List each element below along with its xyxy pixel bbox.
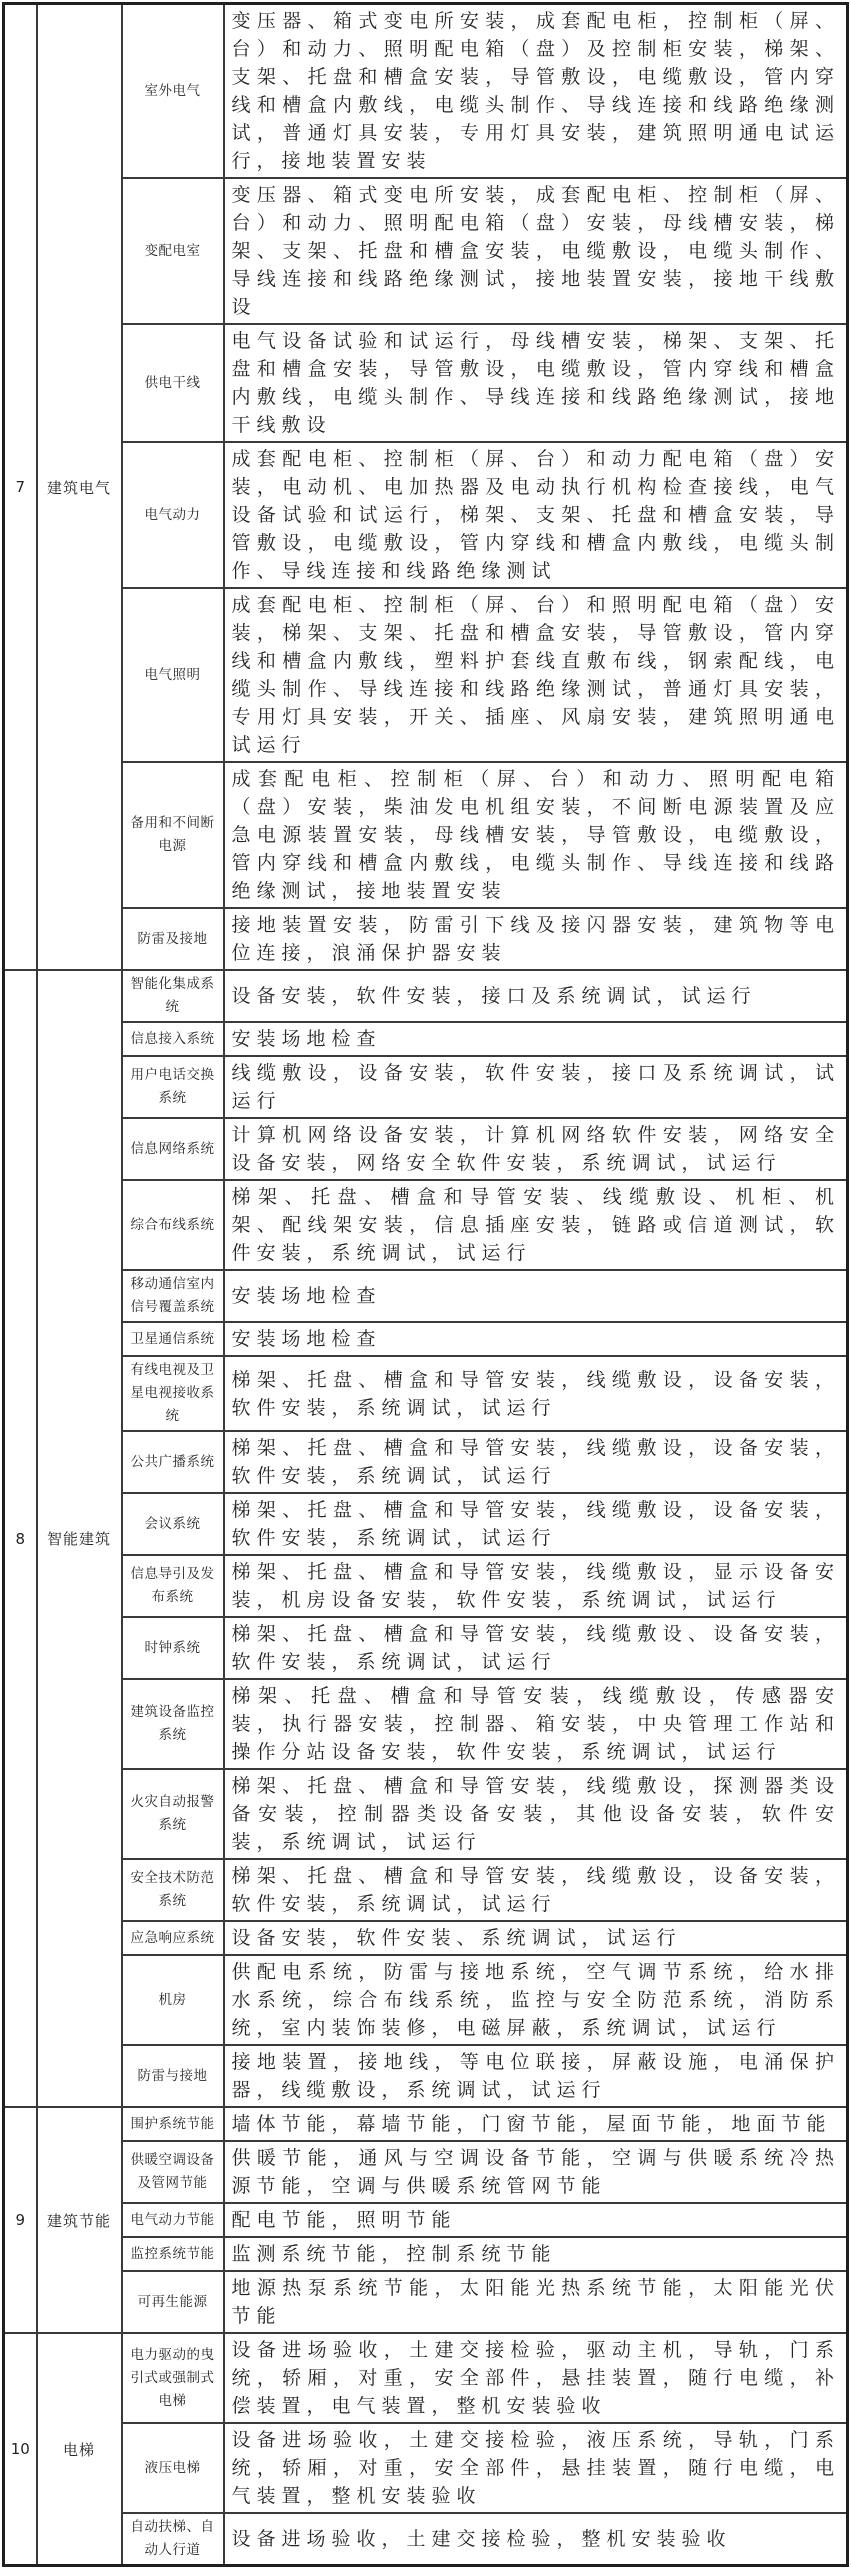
content-cell: 安装场地检查 [224, 1270, 848, 1322]
content-cell: 成套配电柜、控制柜（屏、台）和动力配电箱（盘）安装，电动机、电加热器及电动执行机构检查接线，电气设备试验和试运行，梯架、支架、托盘和槽盒安装，导管敷设，电缆敷设，管内穿线和槽盒内敷线，电缆头制作、导线连接和线路绝缘测试 [224, 442, 848, 588]
content-cell: 安装场地检查 [224, 1322, 848, 1356]
table-row [4, 1322, 848, 1356]
table-row [4, 1921, 848, 1955]
content-cell: 安装场地检查 [224, 1022, 848, 1056]
content-cell: 设备进场验收，土建交接检验，整机安装验收 [224, 2513, 848, 2566]
subcategory-cell: 供暖空调设备及管网节能 [122, 2141, 224, 2203]
content-cell: 计算机网络设备安装，计算机网络软件安装，网络安全设备安装，网络安全软件安装，系统调试，试运行 [224, 1118, 848, 1180]
subcategory-cell: 安全技术防范系统 [122, 1859, 224, 1921]
table-row [4, 2271, 848, 2333]
content-cell: 地源热泵系统节能，太阳能光热系统节能，太阳能光伏节能 [224, 2271, 848, 2333]
subcategory-cell: 应急响应系统 [122, 1921, 224, 1955]
subcategory-cell: 监控系统节能 [122, 2237, 224, 2271]
table-row [4, 970, 848, 1022]
content-cell: 设备安装，软件安装、系统调试，试运行 [224, 1921, 848, 1955]
table-row [4, 2237, 848, 2271]
subcategory-cell: 信息接入系统 [122, 1022, 224, 1056]
content-cell: 设备安装，软件安装，接口及系统调试，试运行 [224, 970, 848, 1022]
section-number: 10 [4, 2333, 37, 2566]
table-row [4, 178, 848, 324]
subcategory-cell: 围护系统节能 [122, 2107, 224, 2141]
content-cell: 成套配电柜、控制柜（屏、台）和动力、照明配电箱（盘）安装，柴油发电机组安装，不间断电源装置及应急电源装置安装，母线槽安装，导管敷设，电缆敷设，管内穿线和槽盒内敷线，电缆头制作、导线连接和线路绝缘测试，接地装置安装 [224, 762, 848, 908]
content-cell: 梯架、托盘、槽盒和导管安装，线缆敷设，显示设备安装，机房设备安装，软件安装，系统调试，试运行 [224, 1555, 848, 1617]
content-cell: 设备进场验收，土建交接检验，驱动主机，导轨，门系统，轿厢，对重，安全部件，悬挂装置，随行电缆，补偿装置，电气装置，整机安装验收 [224, 2333, 848, 2423]
content-cell: 梯架、托盘、槽盒和导管安装，线缆敷设，设备安装，软件安装，系统调试，试运行 [224, 1859, 848, 1921]
subcategory-cell: 可再生能源 [122, 2271, 224, 2333]
subcategory-cell: 电气动力 [122, 442, 224, 588]
table-row [4, 1056, 848, 1118]
subcategory-cell: 液压电梯 [122, 2423, 224, 2513]
subcategory-cell: 有线电视及卫星电视接收系统 [122, 1356, 224, 1431]
table-row [4, 1859, 848, 1921]
table-row [4, 762, 848, 908]
table-row [4, 2141, 848, 2203]
section-number: 9 [4, 2107, 37, 2333]
content-cell: 梯架、托盘、槽盒和导管安装，线缆敷设，设备安装，软件安装，系统调试，试运行 [224, 1493, 848, 1555]
section-category: 建筑节能 [37, 2107, 122, 2333]
section-number: 7 [4, 4, 37, 971]
content-cell: 变压器、箱式变电所安装，成套配电柜、控制柜（屏、台）和动力、照明配电箱（盘）安装，母线槽安装，梯架、支架、托盘和槽盒安装，电缆敷设，电缆头制作、导线连接和线路绝缘测试，接地装置安装，接地干线敷设 [224, 178, 848, 324]
table-row [4, 324, 848, 442]
table-row [4, 2203, 848, 2237]
content-cell: 设备进场验收，土建交接检验，液压系统，导轨，门系统，轿厢，对重，安全部件，悬挂装置，随行电缆，电气装置，整机安装验收 [224, 2423, 848, 2513]
content-cell: 变压器、箱式变电所安装，成套配电柜，控制柜（屏、台）和动力、照明配电箱（盘）及控制柜安装，梯架、支架、托盘和槽盒安装，导管敷设，电缆敷设，管内穿线和槽盒内敷线，电缆头制作、导线连接和线路绝缘测试，普通灯具安装，专用灯具安装，建筑照明通电试运行，接地装置安装 [224, 4, 848, 179]
subcategory-cell: 自动扶梯、自动人行道 [122, 2513, 224, 2566]
content-cell: 梯架、托盘、槽盒和导管安装，线缆敷设，设备安装，软件安装，系统调试，试运行 [224, 1431, 848, 1493]
subcategory-cell: 公共广播系统 [122, 1431, 224, 1493]
section-category: 智能建筑 [37, 970, 122, 2107]
table-row [4, 1270, 848, 1322]
section-category: 建筑电气 [37, 4, 122, 971]
subcategory-cell: 防雷及接地 [122, 908, 224, 970]
content-cell: 梯架、托盘、槽盒和导管安装，线缆敷设、设备安装，软件安装，系统调试，试运行 [224, 1617, 848, 1679]
content-cell: 接地装置安装，防雷引下线及接闪器安装，建筑物等电位连接，浪涌保护器安装 [224, 908, 848, 970]
table-row [4, 1769, 848, 1859]
table-row [4, 1555, 848, 1617]
table-row [4, 442, 848, 588]
subcategory-cell: 信息网络系统 [122, 1118, 224, 1180]
subcategory-cell: 时钟系统 [122, 1617, 224, 1679]
subcategory-cell: 机房 [122, 1955, 224, 2045]
content-cell: 成套配电柜、控制柜（屏、台）和照明配电箱（盘）安装，梯架、支架、托盘和槽盒安装，导管敷设，管内穿线和槽盒内敷线，塑料护套线直敷布线，钢索配线，电缆头制作、导线连接和线路绝缘测试，普通灯具安装，专用灯具安装，开关、插座、风扇安装，建筑照明通电试运行 [224, 588, 848, 762]
table-row [4, 1118, 848, 1180]
table-row [4, 1022, 848, 1056]
subcategory-cell: 移动通信室内信号覆盖系统 [122, 1270, 224, 1322]
table-row [4, 1493, 848, 1555]
content-cell: 梯架、托盘、槽盒和导管安装，线缆敷设，探测器类设备安装，控制器类设备安装，其他设备安装，软件安装，系统调试，试运行 [224, 1769, 848, 1859]
content-cell: 供配电系统，防雷与接地系统，空气调节系统，给水排水系统，综合布线系统，监控与安全防范系统，消防系统，室内装饰装修，电磁屏蔽，系统调试，试运行 [224, 1955, 848, 2045]
table-row [4, 1955, 848, 2045]
subcategory-cell: 卫星通信系统 [122, 1322, 224, 1356]
section-category: 电梯 [37, 2333, 122, 2566]
content-cell: 监测系统节能，控制系统节能 [224, 2237, 848, 2271]
section-number: 8 [4, 970, 37, 2107]
content-cell: 配电节能，照明节能 [224, 2203, 848, 2237]
subcategory-cell: 防雷与接地 [122, 2045, 224, 2107]
table-row [4, 2423, 848, 2513]
table-row [4, 1679, 848, 1769]
subcategory-cell: 建筑设备监控系统 [122, 1679, 224, 1769]
content-cell: 供暖节能，通风与空调设备节能，空调与供暖系统冷热源节能，空调与供暖系统管网节能 [224, 2141, 848, 2203]
table-row [4, 2333, 848, 2423]
content-cell: 电气设备试验和试运行，母线槽安装，梯架、支架、托盘和槽盒安装，导管敷设，电缆敷设，管内穿线和槽盒内敷线，电缆头制作、导线连接和线路绝缘测试，接地干线敷设 [224, 324, 848, 442]
content-cell: 梯架、托盘、槽盒和导管安装，线缆敷设，传感器安装，执行器安装，控制器、箱安装，中央管理工作站和操作分站设备安装，软件安装，系统调试，试运行 [224, 1679, 848, 1769]
subcategory-cell: 供电干线 [122, 324, 224, 442]
table-row [4, 1431, 848, 1493]
table-row [4, 1180, 848, 1270]
content-cell: 线缆敷设，设备安装，软件安装，接口及系统调试，试运行 [224, 1056, 848, 1118]
subcategory-cell: 电气照明 [122, 588, 224, 762]
subcategory-cell: 会议系统 [122, 1493, 224, 1555]
table-row [4, 2107, 848, 2141]
content-cell: 墙体节能，幕墙节能，门窗节能，屋面节能，地面节能 [224, 2107, 848, 2141]
subcategory-cell: 室外电气 [122, 4, 224, 179]
table-row [4, 2513, 848, 2566]
content-cell: 梯架、托盘、槽盒和导管安装、线缆敷设、机柜、机架、配线架安装，信息插座安装，链路或信道测试，软件安装，系统调试，试运行 [224, 1180, 848, 1270]
subcategory-cell: 备用和不间断电源 [122, 762, 224, 908]
subcategory-cell: 火灾自动报警系统 [122, 1769, 224, 1859]
table-row [4, 908, 848, 970]
content-cell: 梯架、托盘、槽盒和导管安装，线缆敷设，设备安装，软件安装，系统调试，试运行 [224, 1356, 848, 1431]
construction-spec-table [2, 2, 849, 2567]
table-row [4, 4, 848, 179]
table-row [4, 2045, 848, 2107]
subcategory-cell: 信息导引及发布系统 [122, 1555, 224, 1617]
subcategory-cell: 用户电话交换系统 [122, 1056, 224, 1118]
subcategory-cell: 电气动力节能 [122, 2203, 224, 2237]
subcategory-cell: 电力驱动的曳引式或强制式电梯 [122, 2333, 224, 2423]
table-row [4, 1617, 848, 1679]
table-row [4, 1356, 848, 1431]
subcategory-cell: 综合布线系统 [122, 1180, 224, 1270]
content-cell: 接地装置，接地线，等电位联接，屏蔽设施，电涌保护器，线缆敷设，系统调试，试运行 [224, 2045, 848, 2107]
subcategory-cell: 变配电室 [122, 178, 224, 324]
table-row [4, 588, 848, 762]
subcategory-cell: 智能化集成系统 [122, 970, 224, 1022]
